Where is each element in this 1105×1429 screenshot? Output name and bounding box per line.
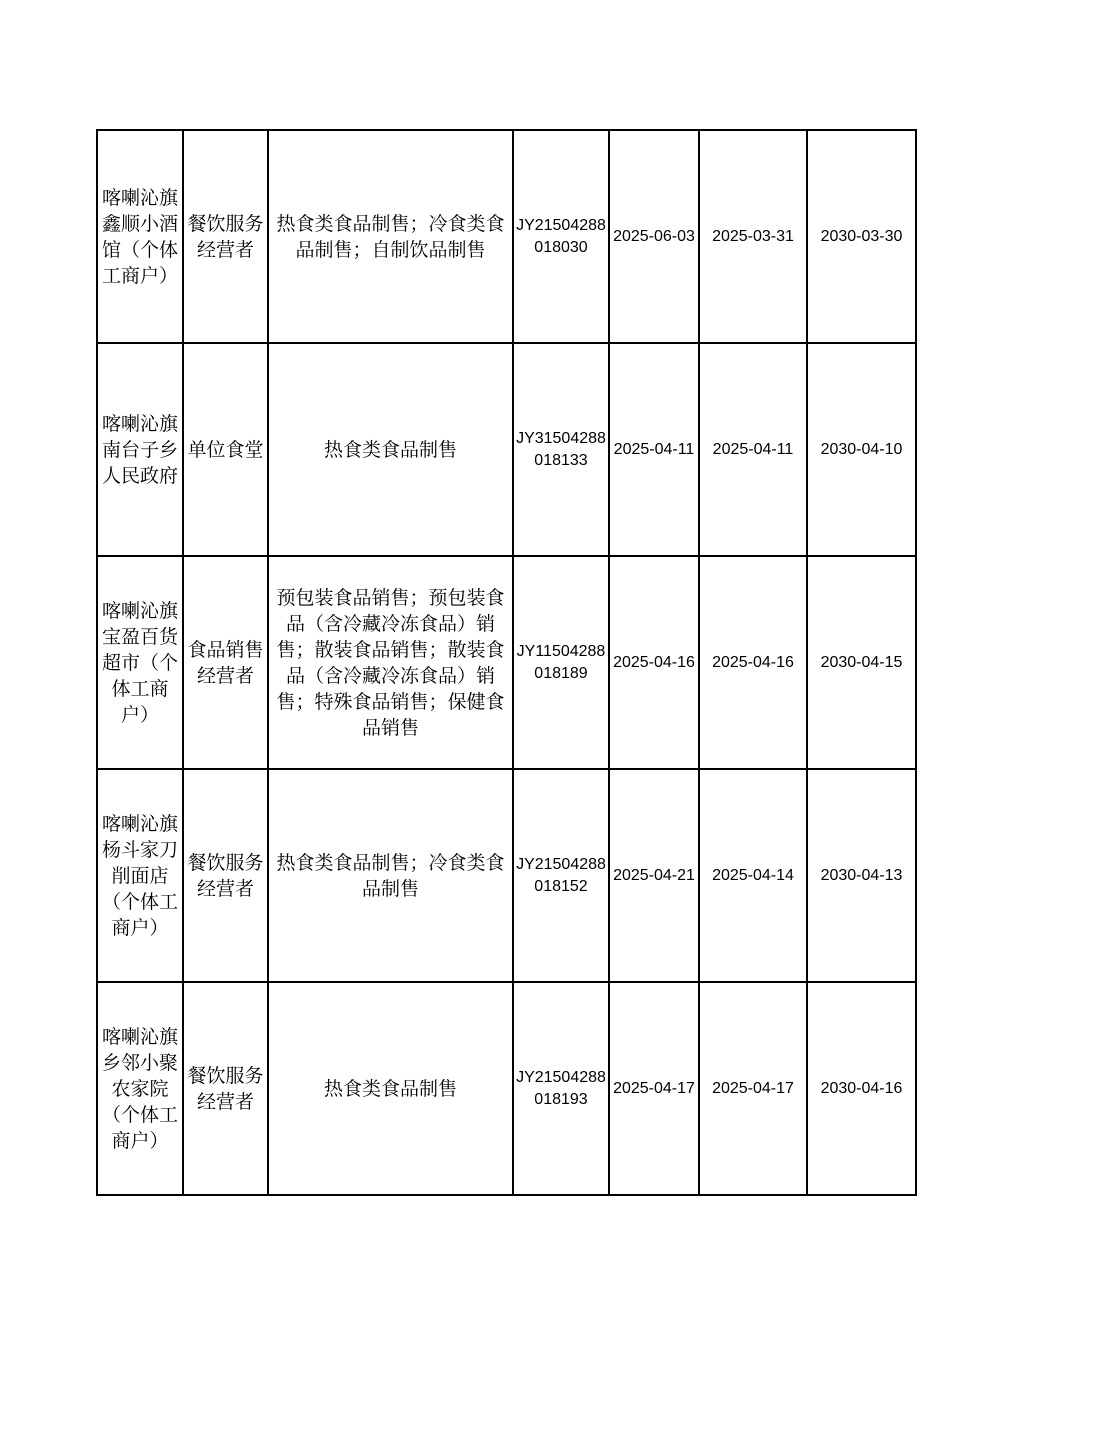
valid-from-cell: 2025-04-16 — [699, 556, 807, 769]
business-scope-cell: 热食类食品制售 — [268, 343, 513, 556]
business-scope-cell: 预包装食品销售；预包装食品（含冷藏冷冻食品）销售；散装食品销售；散装食品（含冷藏冷冻食品）销售；特殊食品销售；保健食品销售 — [268, 556, 513, 769]
valid-from-cell: 2025-03-31 — [699, 130, 807, 343]
table-row — [97, 130, 916, 343]
issue-date-cell: 2025-04-11 — [609, 343, 699, 556]
business-scope-cell: 热食类食品制售；冷食类食品制售；自制饮品制售 — [268, 130, 513, 343]
valid-to-cell: 2030-04-10 — [807, 343, 916, 556]
valid-to-cell: 2030-03-30 — [807, 130, 916, 343]
business-type-cell: 食品销售经营者 — [183, 556, 268, 769]
valid-to-cell: 2030-04-13 — [807, 769, 916, 982]
valid-from-cell: 2025-04-11 — [699, 343, 807, 556]
business-scope-cell: 热食类食品制售；冷食类食品制售 — [268, 769, 513, 982]
table-row — [97, 982, 916, 1195]
business-name-cell: 喀喇沁旗南台子乡人民政府 — [97, 343, 183, 556]
business-type-cell: 餐饮服务经营者 — [183, 130, 268, 343]
business-type-cell: 餐饮服务经营者 — [183, 982, 268, 1195]
issue-date-cell: 2025-06-03 — [609, 130, 699, 343]
issue-date-cell: 2025-04-21 — [609, 769, 699, 982]
business-name-cell: 喀喇沁旗乡邻小聚农家院（个体工商户） — [97, 982, 183, 1195]
table-row — [97, 769, 916, 982]
valid-to-cell: 2030-04-15 — [807, 556, 916, 769]
business-type-cell: 单位食堂 — [183, 343, 268, 556]
license-number-cell: JY21504288018152 — [513, 769, 609, 982]
valid-from-cell: 2025-04-17 — [699, 982, 807, 1195]
valid-to-cell: 2030-04-16 — [807, 982, 916, 1195]
issue-date-cell: 2025-04-16 — [609, 556, 699, 769]
license-table — [96, 129, 917, 1196]
license-number-cell: JY31504288018133 — [513, 343, 609, 556]
license-number-cell: JY21504288018193 — [513, 982, 609, 1195]
business-name-cell: 喀喇沁旗宝盈百货超市（个体工商户） — [97, 556, 183, 769]
license-number-cell: JY21504288018030 — [513, 130, 609, 343]
table-row — [97, 556, 916, 769]
valid-from-cell: 2025-04-14 — [699, 769, 807, 982]
business-type-cell: 餐饮服务经营者 — [183, 769, 268, 982]
table-row — [97, 343, 916, 556]
business-name-cell: 喀喇沁旗杨斗家刀削面店（个体工商户） — [97, 769, 183, 982]
business-name-cell: 喀喇沁旗鑫顺小酒馆（个体工商户） — [97, 130, 183, 343]
license-number-cell: JY11504288018189 — [513, 556, 609, 769]
issue-date-cell: 2025-04-17 — [609, 982, 699, 1195]
business-scope-cell: 热食类食品制售 — [268, 982, 513, 1195]
